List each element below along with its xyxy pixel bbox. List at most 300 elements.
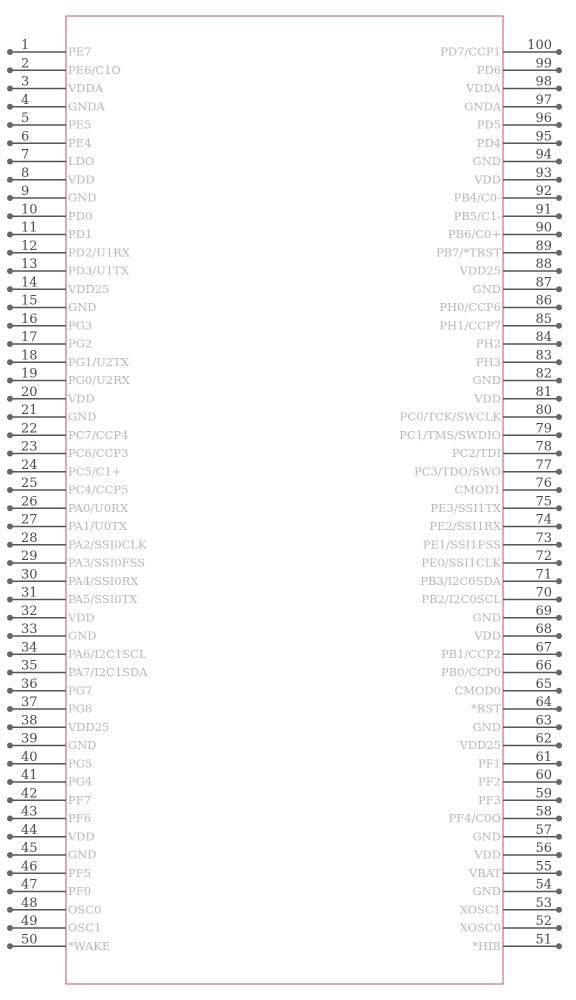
pin-name: GND bbox=[68, 409, 97, 424]
pin-number: 63 bbox=[535, 713, 552, 729]
right-pin-column bbox=[399, 38, 562, 953]
pin-number: 21 bbox=[21, 403, 38, 418]
pin-number: 33 bbox=[21, 622, 38, 637]
pin-name: PC2/TDI bbox=[451, 446, 501, 460]
pin-end-dot bbox=[556, 706, 562, 712]
pin-number: 6 bbox=[21, 129, 30, 145]
pin-number: 45 bbox=[21, 841, 38, 856]
pin-end-dot bbox=[7, 834, 13, 840]
pin-name: PE3/SSI1TX bbox=[430, 500, 501, 515]
pin-end-dot bbox=[7, 49, 13, 55]
pin-end-dot bbox=[556, 797, 562, 803]
pin-end-dot bbox=[556, 268, 562, 274]
pin-end-dot bbox=[556, 305, 562, 311]
pin-number: 59 bbox=[535, 786, 552, 802]
pin-end-dot bbox=[7, 451, 13, 457]
pin-number: 26 bbox=[21, 494, 38, 510]
pin-name: PD0 bbox=[68, 208, 93, 223]
pin-name: *WAKE bbox=[68, 938, 111, 953]
pin-end-dot bbox=[556, 651, 562, 657]
pin-name: PE2/SSI1RX bbox=[429, 519, 501, 533]
pin-name: PD1 bbox=[68, 227, 93, 241]
pin-name: CMOD0 bbox=[454, 683, 501, 698]
pin-name: LDO bbox=[68, 154, 95, 168]
pin-name: VDDA bbox=[68, 81, 104, 95]
pin-number: 65 bbox=[535, 676, 552, 692]
pin-name: PA1/U0TX bbox=[68, 519, 128, 533]
pin-name: PB1/CCP2 bbox=[440, 646, 501, 661]
pin-42 bbox=[7, 786, 91, 807]
pin-end-dot bbox=[556, 743, 562, 749]
pin-end-dot bbox=[556, 560, 562, 566]
pin-name: PH1/CCP7 bbox=[439, 318, 501, 333]
pin-number: 64 bbox=[535, 695, 552, 710]
pin-name: PC6/CCP3 bbox=[68, 446, 129, 460]
pin-name: PF4/C0O bbox=[448, 811, 501, 825]
pin-number: 35 bbox=[21, 658, 38, 674]
pin-number: 41 bbox=[21, 768, 38, 783]
pin-number: 90 bbox=[535, 220, 552, 236]
pin-name: PG7 bbox=[68, 683, 93, 698]
pin-number: 38 bbox=[21, 713, 38, 729]
pin-name: PD3/U1TX bbox=[68, 263, 130, 278]
pin-end-dot bbox=[556, 943, 562, 949]
pin-6 bbox=[7, 129, 91, 150]
pin-number: 75 bbox=[535, 494, 552, 510]
pin-number: 40 bbox=[21, 749, 38, 765]
pin-number: 11 bbox=[21, 220, 38, 236]
pin-name: VDDA bbox=[465, 81, 501, 95]
pin-number: 56 bbox=[535, 841, 552, 856]
pin-name: PE4 bbox=[68, 135, 92, 150]
pin-number: 39 bbox=[21, 731, 38, 747]
pin-number: 20 bbox=[21, 384, 38, 400]
pin-number: 83 bbox=[535, 348, 552, 364]
pin-end-dot bbox=[556, 451, 562, 457]
pin-name: PH3 bbox=[475, 354, 501, 369]
pin-end-dot bbox=[7, 378, 13, 384]
pin-end-dot bbox=[556, 49, 562, 55]
pin-end-dot bbox=[7, 852, 13, 858]
pin-number: 34 bbox=[21, 640, 38, 656]
pin-end-dot bbox=[556, 323, 562, 329]
pin-name: PD6 bbox=[476, 62, 501, 77]
pin-name: PF0 bbox=[68, 884, 92, 898]
pin-end-dot bbox=[7, 414, 13, 420]
pin-number: 2 bbox=[21, 56, 30, 72]
pin-number: 25 bbox=[21, 476, 38, 491]
pin-number: 96 bbox=[535, 111, 552, 126]
pin-number: 53 bbox=[535, 895, 552, 911]
pin-number: 54 bbox=[535, 877, 552, 893]
pin-number: 16 bbox=[21, 311, 38, 327]
pin-end-dot bbox=[556, 852, 562, 858]
pin-name: PA4/SSI0RX bbox=[68, 573, 139, 588]
pin-name: PG3 bbox=[68, 318, 93, 333]
pin-end-dot bbox=[7, 487, 13, 493]
pin-name: OSC1 bbox=[68, 920, 102, 935]
pin-number: 68 bbox=[535, 622, 552, 637]
pin-number: 88 bbox=[535, 257, 552, 272]
pin-end-dot bbox=[7, 396, 13, 402]
pin-number: 58 bbox=[535, 804, 552, 820]
pin-end-dot bbox=[556, 670, 562, 676]
pin-number: 70 bbox=[535, 585, 552, 601]
pin-end-dot bbox=[7, 633, 13, 639]
pin-end-dot bbox=[7, 432, 13, 438]
pin-end-dot bbox=[7, 724, 13, 730]
pin-name: PC4/CCP5 bbox=[68, 482, 129, 497]
pin-end-dot bbox=[556, 122, 562, 128]
pin-end-dot bbox=[556, 469, 562, 475]
pin-name: PD7/CCP1 bbox=[440, 44, 501, 59]
pin-end-dot bbox=[556, 286, 562, 292]
pin-name: PF3 bbox=[477, 792, 501, 807]
pin-name: GND bbox=[68, 847, 97, 862]
pin-number: 74 bbox=[535, 512, 552, 528]
pin-end-dot bbox=[556, 688, 562, 694]
pin-name: PB5/C1- bbox=[453, 208, 501, 223]
pin-end-dot bbox=[7, 597, 13, 603]
pin-name: VDD bbox=[474, 391, 501, 406]
pin-number: 84 bbox=[535, 330, 552, 345]
pin-end-dot bbox=[7, 779, 13, 785]
pin-name: PC7/CCP4 bbox=[68, 427, 129, 442]
pin-name: PG6 bbox=[68, 701, 93, 716]
pin-number: 67 bbox=[535, 640, 552, 656]
pin-end-dot bbox=[556, 159, 562, 165]
pin-name: GNDA bbox=[464, 99, 501, 114]
pin-name: CMOD1 bbox=[454, 482, 501, 497]
pin-number: 29 bbox=[21, 549, 38, 564]
pin-name: VDD bbox=[68, 829, 95, 844]
pin-number: 46 bbox=[21, 859, 38, 875]
pin-10 bbox=[7, 202, 92, 223]
pin-name: PG4 bbox=[68, 774, 93, 789]
pin-end-dot bbox=[7, 743, 13, 749]
pin-end-dot bbox=[556, 177, 562, 183]
pin-number: 57 bbox=[535, 822, 552, 838]
pin-number: 28 bbox=[21, 530, 38, 546]
pin-number: 49 bbox=[21, 914, 38, 929]
pin-name: GND bbox=[472, 829, 501, 844]
pin-number: 99 bbox=[535, 56, 552, 72]
pin-end-dot bbox=[7, 889, 13, 895]
pin-name: OSC0 bbox=[68, 902, 102, 917]
pin-end-dot bbox=[7, 706, 13, 712]
pin-name: XOSC1 bbox=[459, 902, 501, 917]
pin-end-dot bbox=[556, 232, 562, 238]
pin-number: 97 bbox=[535, 92, 552, 108]
pin-end-dot bbox=[556, 870, 562, 876]
pin-end-dot bbox=[556, 195, 562, 201]
pin-end-dot bbox=[7, 542, 13, 548]
pin-end-dot bbox=[7, 670, 13, 676]
pin-end-dot bbox=[7, 925, 13, 931]
pin-end-dot bbox=[556, 414, 562, 420]
pin-name: PG2 bbox=[68, 336, 93, 351]
pin-end-dot bbox=[7, 122, 13, 128]
pin-number: 10 bbox=[21, 202, 38, 218]
pin-name: *RST bbox=[471, 701, 501, 716]
pin-number: 66 bbox=[535, 658, 552, 674]
pin-number: 81 bbox=[535, 384, 552, 400]
pin-11 bbox=[7, 221, 92, 242]
pin-46 bbox=[7, 859, 91, 880]
pin-name: XOSC0 bbox=[459, 920, 501, 935]
pin-name: PE1/SSI1FSS bbox=[422, 537, 501, 552]
pin-end-dot bbox=[7, 761, 13, 767]
pin-number: 30 bbox=[21, 567, 38, 583]
pin-name: GND bbox=[68, 628, 97, 643]
pin-end-dot bbox=[7, 560, 13, 566]
pin-name: PA0/U0RX bbox=[68, 500, 129, 515]
pin-name: PC3/TDO/SWO bbox=[413, 464, 501, 479]
pin-end-dot bbox=[7, 104, 13, 110]
pin-name: PA2/SSI0CLK bbox=[68, 537, 147, 552]
pin-end-dot bbox=[7, 213, 13, 219]
pin-end-dot bbox=[7, 688, 13, 694]
pin-1 bbox=[7, 38, 91, 59]
pin-number: 18 bbox=[21, 348, 38, 364]
pin-end-dot bbox=[7, 195, 13, 201]
pin-end-dot bbox=[556, 341, 562, 347]
pin-51 bbox=[472, 932, 562, 953]
pin-name: VDD bbox=[474, 847, 501, 862]
pin-number: 51 bbox=[535, 932, 552, 948]
pin-number: 1 bbox=[21, 38, 30, 53]
pin-number: 98 bbox=[535, 74, 552, 90]
pin-number: 32 bbox=[21, 603, 38, 619]
pin-36 bbox=[7, 677, 92, 698]
pin-number: 86 bbox=[535, 293, 552, 309]
pin-name: PF5 bbox=[68, 865, 92, 880]
pin-name: GNDA bbox=[68, 99, 105, 114]
pin-number: 91 bbox=[535, 202, 552, 218]
pin-name: GND bbox=[68, 300, 97, 314]
pin-17 bbox=[7, 330, 92, 351]
pin-name: VDD bbox=[474, 628, 501, 643]
pin-number: 94 bbox=[535, 147, 552, 163]
pin-name: PB4/C0- bbox=[453, 190, 501, 205]
pin-number: 93 bbox=[535, 165, 552, 181]
pin-number: 73 bbox=[535, 530, 552, 546]
pin-name: GND bbox=[472, 610, 501, 625]
pin-end-dot bbox=[7, 177, 13, 183]
pin-number: 52 bbox=[535, 914, 552, 929]
pin-end-dot bbox=[7, 305, 13, 311]
pin-number: 19 bbox=[21, 366, 38, 382]
pin-end-dot bbox=[7, 578, 13, 584]
pin-end-dot bbox=[556, 67, 562, 73]
pin-number: 62 bbox=[535, 731, 552, 747]
pin-name: PF1 bbox=[477, 756, 501, 771]
pin-number: 95 bbox=[535, 129, 552, 145]
pin-name: VDD25 bbox=[68, 719, 110, 734]
pin-name: PF2 bbox=[477, 774, 501, 789]
pin-name: VDD25 bbox=[68, 281, 110, 296]
pin-number: 15 bbox=[21, 293, 38, 309]
pin-name: GND bbox=[472, 154, 501, 168]
pin-name: VDD25 bbox=[459, 263, 501, 278]
pin-number: 60 bbox=[535, 768, 552, 783]
pin-end-dot bbox=[556, 524, 562, 530]
pin-name: PA3/SSI0FSS bbox=[68, 555, 146, 570]
pin-number: 69 bbox=[535, 603, 552, 619]
pin-5 bbox=[7, 111, 91, 132]
pin-number: 100 bbox=[527, 38, 552, 53]
pin-name: PE0/SSI1CLK bbox=[421, 555, 501, 570]
pin-name: GND bbox=[68, 738, 97, 752]
pin-end-dot bbox=[556, 359, 562, 365]
pin-name: PE7 bbox=[68, 44, 92, 59]
pin-name: PF7 bbox=[68, 792, 92, 807]
pin-name: PB3/I2C0SDA bbox=[420, 573, 501, 588]
pin-name: VBAT bbox=[468, 865, 501, 880]
pin-number: 92 bbox=[535, 184, 552, 199]
pin-end-dot bbox=[7, 907, 13, 913]
pin-end-dot bbox=[7, 524, 13, 530]
pin-end-dot bbox=[7, 943, 13, 949]
pin-43 bbox=[7, 805, 91, 826]
pin-number: 8 bbox=[21, 165, 30, 181]
pin-end-dot bbox=[556, 615, 562, 621]
pin-end-dot bbox=[7, 86, 13, 92]
pin-16 bbox=[7, 312, 92, 333]
pin-number: 12 bbox=[21, 238, 38, 254]
pin-number: 27 bbox=[21, 512, 38, 528]
pin-name: *HIB bbox=[472, 938, 501, 953]
pin-end-dot bbox=[556, 779, 562, 785]
pin-50 bbox=[7, 932, 110, 953]
pin-name: GND bbox=[472, 281, 501, 296]
pin-number: 72 bbox=[535, 549, 552, 564]
pin-name: PF6 bbox=[68, 811, 92, 825]
pin-end-dot bbox=[7, 797, 13, 803]
pin-end-dot bbox=[7, 323, 13, 329]
pin-name: VDD bbox=[68, 391, 95, 406]
pin-name: PB2/I2C0SCL bbox=[421, 592, 501, 606]
pin-number: 85 bbox=[535, 311, 552, 327]
pin-name: PB0/CCP0 bbox=[440, 665, 501, 679]
pin-number: 87 bbox=[535, 275, 552, 291]
pin-end-dot bbox=[556, 250, 562, 256]
pin-number: 4 bbox=[21, 92, 30, 108]
pin-end-dot bbox=[556, 907, 562, 913]
pin-name: VDD bbox=[68, 610, 95, 625]
pin-end-dot bbox=[556, 86, 562, 92]
pin-name: VDD bbox=[474, 172, 501, 187]
pin-name: PC0/TCK/SWCLK bbox=[399, 409, 501, 424]
pin-end-dot bbox=[7, 159, 13, 165]
pin-number: 24 bbox=[21, 457, 38, 473]
left-pin-column bbox=[7, 38, 148, 953]
pin-number: 77 bbox=[535, 457, 552, 473]
pin-number: 79 bbox=[535, 421, 552, 437]
pin-name: PD5 bbox=[476, 117, 501, 132]
pin-number: 3 bbox=[21, 74, 30, 90]
pin-41 bbox=[7, 768, 92, 789]
pin-end-dot bbox=[556, 761, 562, 767]
pin-name: PG5 bbox=[68, 756, 93, 771]
pin-name: VDD bbox=[68, 172, 95, 187]
pin-number: 9 bbox=[21, 184, 30, 199]
pin-number: 37 bbox=[21, 695, 38, 710]
pin-number: 5 bbox=[21, 111, 30, 126]
pin-end-dot bbox=[7, 67, 13, 73]
pin-number: 55 bbox=[535, 859, 552, 875]
pin-end-dot bbox=[556, 505, 562, 511]
pin-end-dot bbox=[7, 615, 13, 621]
pin-end-dot bbox=[556, 578, 562, 584]
pin-number: 47 bbox=[21, 877, 38, 893]
pin-end-dot bbox=[556, 925, 562, 931]
pin-end-dot bbox=[7, 816, 13, 822]
pin-end-dot bbox=[7, 140, 13, 146]
pin-name: PC5/C1+ bbox=[68, 464, 122, 479]
pin-number: 31 bbox=[21, 585, 38, 601]
pin-name: GND bbox=[68, 190, 97, 205]
pin-number: 82 bbox=[535, 366, 552, 382]
pin-number: 7 bbox=[21, 147, 30, 163]
pin-40 bbox=[7, 750, 92, 771]
pin-name: VDD25 bbox=[459, 738, 501, 752]
pin-end-dot bbox=[556, 633, 562, 639]
pin-end-dot bbox=[7, 250, 13, 256]
pin-name: PH2 bbox=[475, 336, 501, 351]
pin-name: PH0/CCP6 bbox=[439, 300, 501, 314]
pin-end-dot bbox=[556, 597, 562, 603]
pin-name: PG1/U2TX bbox=[68, 354, 129, 369]
pin-number: 36 bbox=[21, 676, 38, 692]
pin-end-dot bbox=[556, 213, 562, 219]
pin-end-dot bbox=[556, 104, 562, 110]
pin-number: 48 bbox=[21, 895, 38, 911]
pin-number: 22 bbox=[21, 421, 38, 437]
pin-number: 80 bbox=[535, 403, 552, 418]
pin-end-dot bbox=[7, 359, 13, 365]
pin-end-dot bbox=[556, 396, 562, 402]
pin-number: 44 bbox=[21, 822, 38, 838]
pin-name: PC1/TMS/SWDIO bbox=[399, 427, 501, 442]
pin-name: PE5 bbox=[68, 117, 92, 132]
pin-number: 14 bbox=[21, 275, 38, 291]
pin-number: 78 bbox=[535, 439, 552, 455]
pin-end-dot bbox=[556, 816, 562, 822]
pin-name: PA6/I2C1SCL bbox=[68, 646, 147, 661]
pin-number: 61 bbox=[535, 749, 552, 765]
pin-number: 42 bbox=[21, 786, 38, 802]
pin-end-dot bbox=[7, 870, 13, 876]
pin-name: PA7/I2C1SDA bbox=[68, 665, 148, 679]
pin-name: PB7/*TRST bbox=[435, 245, 501, 260]
pin-end-dot bbox=[556, 432, 562, 438]
pin-end-dot bbox=[7, 651, 13, 657]
pin-end-dot bbox=[556, 889, 562, 895]
pin-number: 17 bbox=[21, 330, 38, 345]
pin-name: PE6/C1O bbox=[68, 62, 121, 77]
pin-end-dot bbox=[556, 140, 562, 146]
pin-end-dot bbox=[7, 469, 13, 475]
pin-number: 23 bbox=[21, 439, 38, 455]
pin-number: 43 bbox=[21, 804, 38, 820]
pin-end-dot bbox=[7, 341, 13, 347]
pin-name: PD2/U1RX bbox=[68, 245, 131, 260]
pin-end-dot bbox=[7, 232, 13, 238]
pin-name: GND bbox=[472, 373, 501, 387]
pin-name: GND bbox=[472, 884, 501, 898]
pin-name: PG0/U2RX bbox=[68, 373, 130, 387]
